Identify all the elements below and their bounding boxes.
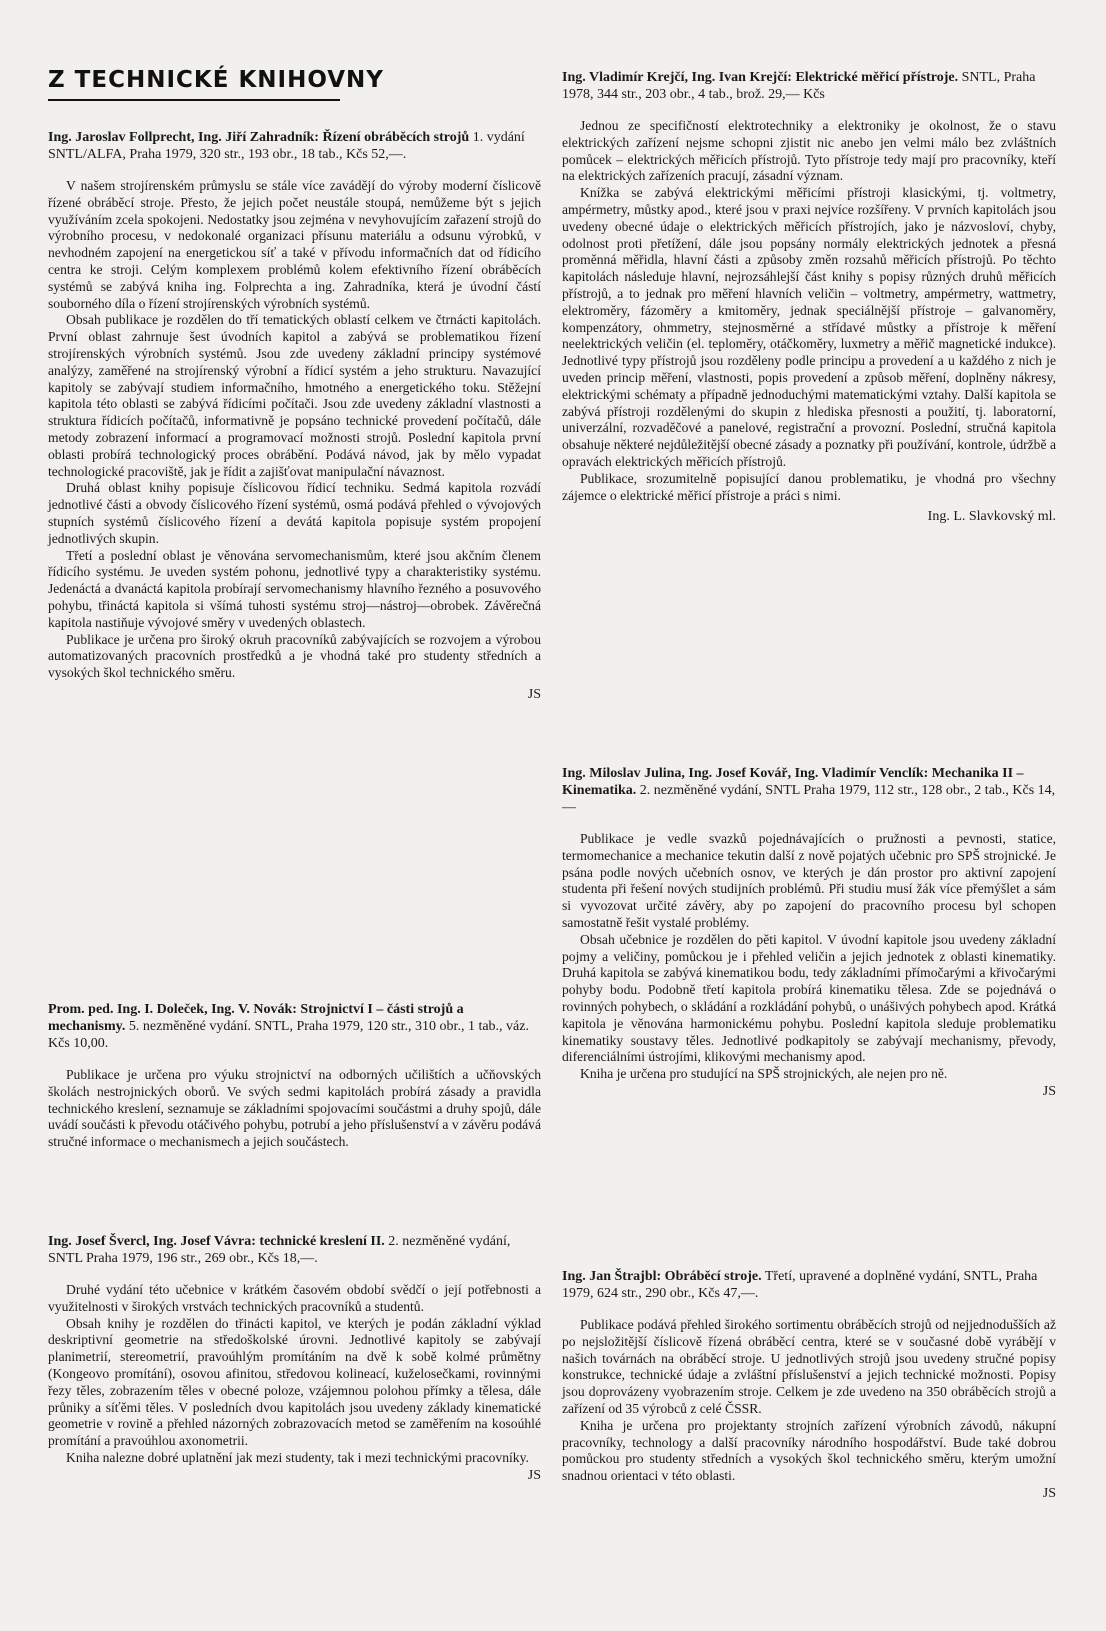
review-heading <box>48 1233 541 1267</box>
review-paragraph: Kniha je určena pro studující na SPŠ strojnických, ale nejen pro ně. <box>580 1066 948 1082</box>
review-paragraph: Kniha nalezne dobré uplatnění jak mezi studenty, tak i mezi technickými pracovníky. <box>66 1449 529 1465</box>
review-paragraph: Publikace je vedle svazků pojednávajících o pružnosti a pevnosti, statice, termomechanice a mechanice tekutin další z nově pojatých učebnic pro SPŠ strojnické. Je psána podle nových učebních osnov, ve kterých je dán prostor pro aktivní zapojení studenta při řešení nových studijních problémů. Při studiu musí žák více přemýšlet a sám si vyvozovat určité závěry, aby po zapojení do pracovního procesu byl schopen samostatně řešit vystalé problémy. <box>562 831 1056 930</box>
review-signature: JS <box>527 1467 541 1483</box>
review-publication-info: 2. nezměněné vydání, SNTL Praha 1979, 196 str., 269 obr., Kčs 18,—. <box>48 1234 511 1266</box>
review-body <box>562 831 1056 1083</box>
review-publication-info: 1. vydání SNTL/ALFA, Praha 1979, 320 str., 193 obr., 18 tab., Kčs 52,—. <box>48 130 525 162</box>
review-paragraph: Publikace, srozumitelně popisující danou problematiku, je vhodná pro všechny zájemce o elektrické měřicí přístroje a práci s nimi. <box>562 470 1056 503</box>
review-heading <box>562 765 1056 816</box>
review-body <box>48 1067 541 1151</box>
review-publication-info: Třetí, upravené a doplněné vydání, SNTL, Praha 1979, 624 str., 290 obr., Kčs 47,—. <box>562 1269 1038 1301</box>
review-authors-title: Ing. Jaroslav Follprecht, Ing. Jiří Zahradník: Řízení obráběcích strojů <box>48 130 470 145</box>
review-paragraph: Obsah knihy je rozdělen do třinácti kapitol, ve kterých je podán základní výklad deskriptivní geometrie na středoškolské úrovni. Jednotlivé kapitoly se zabývají planimetrií, stereometrií, pravoúhlým promítáním na dvě k sobě kolmé průmětny (Kongeovo promítání), osovou afinitou, středovou kolineací, kuželosečkami, rovinnými řezy těles, zobrazením těles v obecné poloze, vzájemnou polohou přímky a tělesa, dále průniky a síťěmi těles. V posledních dvou kapitolách jsou uvedeny základy kinematické geometrie v rovině a přehled názorných zobrazovacích metod se zaměřením na kosoúhlé promítání a pravoúhlou axonometrii. <box>48 1315 541 1449</box>
review-heading <box>48 129 541 163</box>
review-julina <box>562 765 1056 1100</box>
review-follprecht <box>48 129 541 703</box>
review-paragraph: V našem strojírenském průmyslu se stále více zavádějí do výroby moderní číslicově řízené obráběcí stroje. Přesto, že jejich počet neustále stoupá, nemůžeme být s jejich využíváním zcela spokojeni. Nedostatky jsou zejména v nevyhovujícím zařazení strojů do výrobního procesu, v nedokonalé organizaci přísunu materiálu a odsunu výrobků, v nevhodném zapojení na energetickou síť a také v přívodu informačních dat od řídicího centra ke stroji. Celým komplexem problémů kolem efektivního řízení obráběcích systémů se zabývá kniha ing. Folprechta a ing. Zahradníka, která je úvodní částí souborného díla o řízení strojírenských výrobních systémů. <box>48 178 541 311</box>
review-signature: JS <box>527 686 541 702</box>
review-publication-info: 2. nezměněné vydání, SNTL Praha 1979, 112 str., 128 obr., 2 tab., Kčs 14,— <box>562 783 1056 815</box>
review-authors-title: Ing. Vladimír Krejčí, Ing. Ivan Krejčí: Elektrické měřicí přístroje. <box>562 70 959 85</box>
review-body <box>48 1282 541 1467</box>
review-paragraph: Druhé vydání této učebnice v krátkém časovém období svědčí o její potřebnosti a využitelnosti v širokých vrstvách technických pracovníků a studentů. <box>48 1282 541 1314</box>
review-body <box>562 118 1056 504</box>
review-paragraph: Obsah publikace je rozdělen do tří tematických oblastí celkem ve čtrnácti kapitolách. První oblast zahrnuje šest úvodních kapitol a zabývá se problematikou řízení strojírenských výrobních systémů. Jsou zde uvedeny základní principy systémové analýzy, zaměřené na strojírenský výrobní a řídicí systém a jeho strukturu. Navazující kapitoly se zabývají studiem informačního, hmotného a energetického toku. Stěžejní kapitola této oblasti se zabývá řídicími počítači. Jsou zde uvedeny základní vlastnosti a struktura řídicích počítačů, informativně je popsáno technické provedení počítačů, dále metody zobrazení informací a programovací možnosti strojů. Poslední kapitola první oblasti probírá technologický proces obrábění. Podává návod, jak by mělo vypadat technologické pracoviště, jak je řídit a zajišťovat manipulační návaznost. <box>48 312 541 479</box>
review-signature: Ing. L. Slavkovský ml. <box>927 509 1056 525</box>
review-paragraph: Publikace je určena pro široký okruh pracovníků zabývajících se rozvojem a výrobou automatizovaných pracovních prostředků a je vhodná také pro studenty středních a vysokých škol technického směru. <box>48 631 541 681</box>
review-heading <box>48 1001 541 1052</box>
review-paragraph: Kniha je určena pro projektanty strojních zařízení výrobních závodů, nákupní pracovníky, technology a další pracovníky národního hospodářství. Bude také dobrou pomůckou pro studenty středních a vysokých škol technického směru, kterým umožní snadnou orientaci v této oblasti. <box>562 1417 1056 1484</box>
review-signature: JS <box>1042 1485 1056 1501</box>
review-paragraph: Třetí a poslední oblast je věnována servomechanismům, které jsou akčním členem řídicího systému. Je uveden systém pohonu, jednotlivé typy a charakteristiky systému. Jedenáctá a dvanáctá kapitola probírají servomechanismy hlavního řezného a posuvového pohybu, třináctá kapitola si všímá tuhosti systému stroj—nástroj—obrobek. Závěrečná kapitola nastiňuje vývojové směry v uvedených oblastech. <box>48 547 541 630</box>
review-paragraph: Publikace podává přehled širokého sortimentu obráběcích strojů od nejjednodušších až po nejsložitější číslicově řízená obráběcí centra, které se v současné době vyrábějí v našich továrnách na obráběcí stroje. U jednotlivých strojů jsou uvedeny stručné popisy konstrukce, technické údaje a zvláštní příslušenství a jejich technické možnosti. Popisy jsou doprovázeny vyobrazením stroje. Celkem je zde uvedeno na 350 obráběcích strojů a zařízení od 35 výrobců z celé ČSSR. <box>562 1317 1056 1416</box>
review-heading <box>562 69 1056 103</box>
review-heading <box>562 1268 1056 1302</box>
section-title: Z TECHNICKÉ KNIHOVNY <box>48 67 340 101</box>
review-body <box>562 1317 1056 1485</box>
review-paragraph: Jednou ze specifičností elektrotechniky a elektroniky je okolnost, že o stavu elektrických zařízení nejsme schopni zjistit nic anebo jen velmi málo bez zvláštních pomůcek – elektrických měřicích přístrojů. Tyto přístroje tedy mají pro pracovníky, kteří na elektrických zařízeních pracují, zásadní význam. <box>562 118 1056 184</box>
review-authors-title: Ing. Miloslav Julina, Ing. Josef Kovář, Ing. Vladimír Venclík: Mechanika II – Kinematika. <box>562 766 1024 798</box>
review-authors-title: Ing. Jan Štrajbl: Obráběcí stroje. <box>562 1269 762 1284</box>
review-signature: JS <box>1042 1083 1056 1099</box>
review-authors-title: Prom. ped. Ing. I. Doleček, Ing. V. Novák: Strojnictví I – části strojů a mechanismy. <box>48 1002 464 1034</box>
review-publication-info: SNTL, Praha 1978, 344 str., 203 obr., 4 tab., brož. 29,— Kčs <box>562 70 1036 102</box>
review-paragraph: Knížka se zabývá elektrickými měřicími přístroji klasickými, tj. voltmetry, ampérmetry, můstky apod., které jsou v praxi nejvíce rozšířeny. V prvních kapitolách jsou uvedeny obecné údaje o elektrických měřicích přístrojích, jako je názvosloví, chyby, odolnost proti přetížení, dále jsou popsány normály elektrických jednotek a přesná proměnná měřidla, hlavní části a způsoby změn rozsahů měřicích přístrojů. Po těchto kapitolách následuje hlavní, nejrozsáhlejší část knihy s popisy různých druhů měřicích přístrojů, a to jednak pro měření hlavních veličin – voltmetry, ampérmetry, wattmetry, elektroměry, fázoměry a kmitoměry, jednak speciálnější přístroje – galvanoměry, kompenzátory, ohmmetry, stejnosměrné a střídavé můstky a přístroje k měření neelektrických veličin (el. teploměry, otáčkoměry, luxmetry a měřič magnetické indukce). Jednotlivé typy přístrojů jsou rozděleny podle principu a provedení a u každého z nich je uveden princip měření, vlastnosti, popis provedení a způsob měření, doplněny nákresy, elektrickými schématy a případně jednoduchými matematickými vztahy. Další kapitola se zabývá přístroji rozdělenými do skupin z hlediska přesnosti a použití, tj. laboratorní, univerzální, rozvaděčové a panelové, registrační a provozní. Poslední, stručná kapitola obsahuje některé nejdůležitější obecné zásady a poznatky při používání, kontrole, údržbě a opravách elektrických měřicích přístrojů. <box>562 185 1056 469</box>
review-strajbl <box>562 1268 1056 1502</box>
review-body <box>48 178 541 682</box>
review-paragraph: Druhá oblast knihy popisuje číslicovou řídicí techniku. Sedmá kapitola rozvádí jednotlivé části a obvody číslicového řízení systémů, osmá podává přehled o vývojových stupních systémů číslicového řízení a devátá kapitola popisuje systém propojení jednotlivých skupin. <box>48 480 541 546</box>
review-krejci <box>562 69 1056 525</box>
review-dolecek <box>48 1001 541 1151</box>
review-publication-info: 5. nezměněné vydání. SNTL, Praha 1979, 120 str., 310 obr., 1 tab., váz. Kčs 10,00. <box>48 1019 529 1051</box>
review-authors-title: Ing. Josef Švercl, Ing. Josef Vávra: technické kreslení II. <box>48 1234 385 1249</box>
review-svercl <box>48 1233 541 1484</box>
review-paragraph: Obsah učebnice je rozdělen do pěti kapitol. V úvodní kapitole jsou uvedeny základní pojmy a veličiny, pomůckou je i přehled veličin a jejich jednotek z oblasti kinematiky. Druhá kapitola se zabývá kinematikou bodu, tedy základními přímočarými a křivočarými pohyby bodu. Podobně třetí kapitola probírá kinematiku tělesa. Zde se pojednává o rovinných pohybech, o skládání a rozkládání pohybů, o unášivých pohybech apod. Krátká kapitola je věnována harmonickému pohybu. Poslední kapitola sleduje problematiku kinematiky soustavy těles. Jednotlivé podkapitoly se zabývají mechanismy, převody, diferenciálními ústrojími, klikovými mechanismy apod. <box>562 931 1056 1065</box>
review-paragraph: Publikace je určena pro výuku strojnictví na odborných učilištích a učňovských školách nestrojnických oborů. Ve svých sedmi kapitolách probírá zásady a pravidla technického kreslení, seznamuje se základními spojovacími součástmi a druhy spojů, dále uvádí součásti k převodu otáčivého pohybu, potrubí a jeho příslušenství a v závěru podává stručné informace o mechanismech a jejich součástech. <box>48 1067 541 1150</box>
